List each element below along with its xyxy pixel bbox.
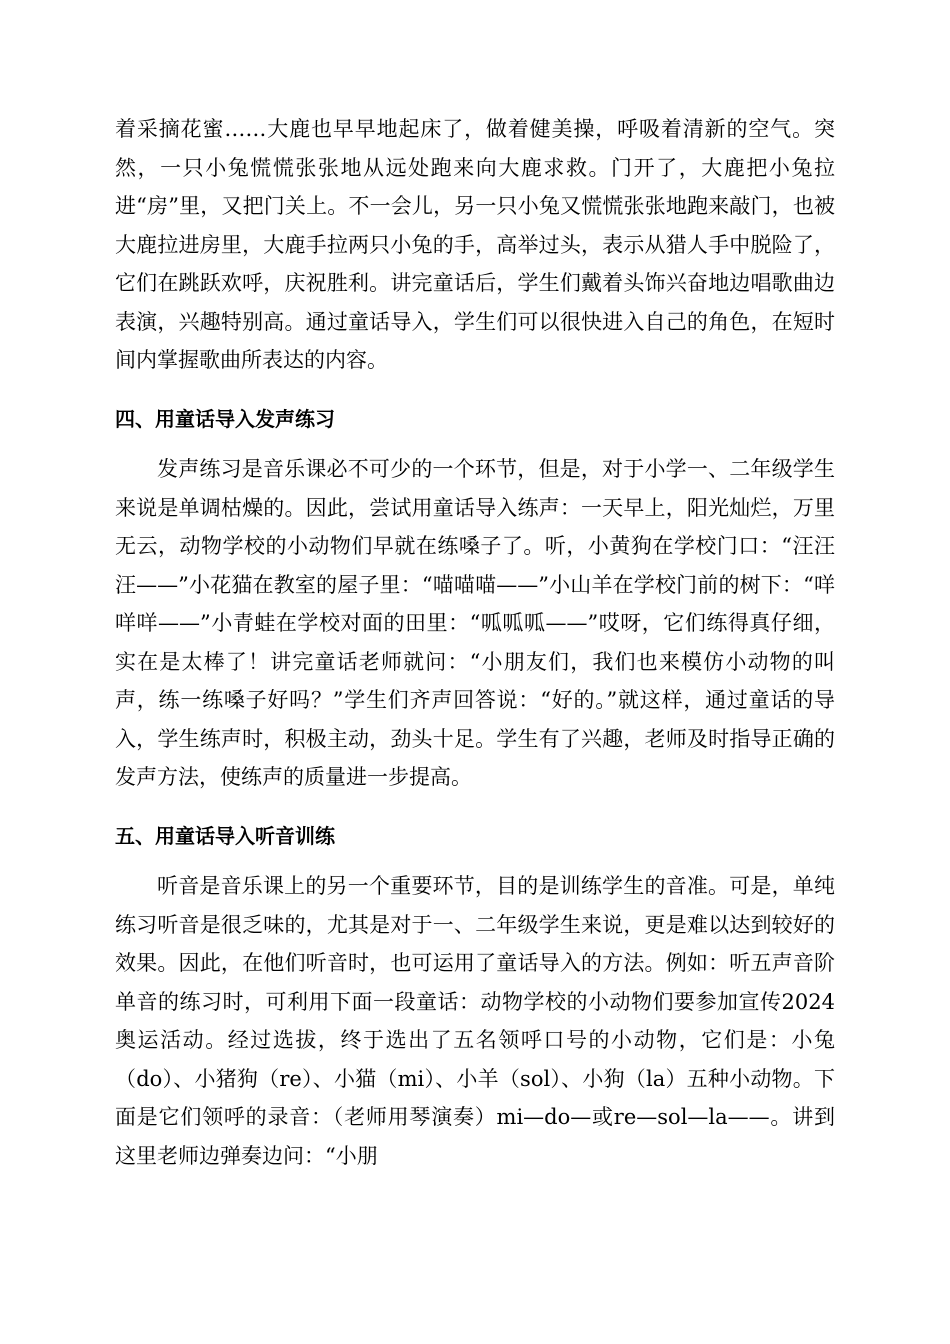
section-heading: 五、用童话导入听音训练 (115, 823, 335, 848)
body-paragraph: 发声练习是音乐课必不可少的一个环节，但是，对于小学一、二年级学生来说是单调枯燥的。因此，尝试用童话导入练声：一天早上，阳光灿烂，万里无云，动物学校的小动物们早就在练嗓子了。听，小黄狗在学校门口：“汪汪汪——”小花猫在教室的屋子里：“喵喵喵——”小山羊在学校门前的树下：“咩咩咩——”小青蛙在学校对面的田里：“呱呱呱——”哎呀，它们练得真仔细，实在是太棒了！讲完童话老师就问：“小朋友们，我们也来模仿小动物的叫声，练一练嗓子好吗？”学生们齐声回答说：“好的。”就这样，通过童话的导入，学生练声时，积极主动，劲头十足。学生有了兴趣，老师及时指导正确的发声方法，使练声的质量进一步提高。 (115, 457, 835, 789)
body-paragraph: 着采摘花蜜……大鹿也早早地起床了，做着健美操，呼吸着清新的空气。突然，一只小兔慌慌张张地从远处跑来向大鹿求救。门开了，大鹿把小兔拉进“房”里，又把门关上。不一会儿，另一只小兔又慌慌张张地跑来敲门，也被大鹿拉进房里，大鹿手拉两只小兔的手，高举过头，表示从猎人手中脱险了，它们在跳跃欢呼，庆祝胜利。讲完童话后，学生们戴着头饰兴奋地边唱歌曲边表演，兴趣特别高。通过童话导入，学生们可以很快进入自己的角色，在短时间内掌握歌曲所表达的内容。 (115, 117, 835, 372)
body-paragraph: 听音是音乐课上的另一个重要环节，目的是训练学生的音准。可是，单纯练习听音是很乏味的，尤其是对于一、二年级学生来说，更是难以达到较好的效果。因此，在他们听音时，也可运用了童话导入的方法。例如：听五声音阶单音的练习时，可利用下面一段童话：动物学校的小动物们要参加宣传2024奥运活动。经过选拔，终于选出了五名领呼口号的小动物，它们是：小兔（do）、小猪狗（re）、小猫（mi）、小羊（sol）、小狗（la）五种小动物。下面是它们领呼的录音：（老师用琴演奏）mi—do—或re—sol—la——。讲到这里老师边弹奏边问：“小朋 (115, 874, 835, 1168)
section-heading: 四、用童话导入发声练习 (115, 406, 335, 431)
document-page (115, 110, 835, 1175)
